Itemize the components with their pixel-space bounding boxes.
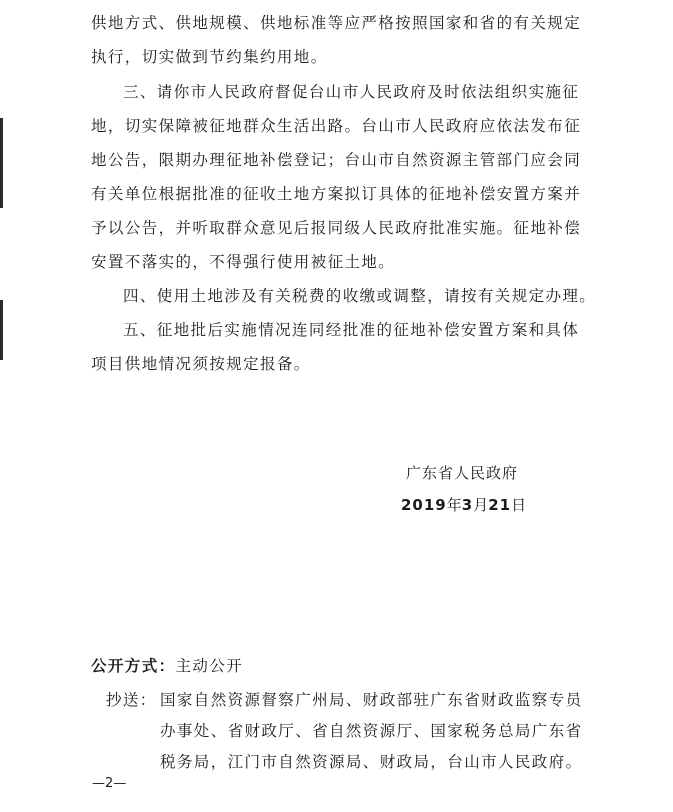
date-day: 21	[488, 496, 512, 514]
cc-line: 税务局，江门市自然资源局、财政局，台山市人民政府。	[160, 753, 583, 771]
cc-label: 抄送：	[106, 691, 157, 709]
date-month-unit: 月	[473, 496, 489, 514]
body-line: 四、使用土地涉及有关税费的收缴或调整，请按有关规定办理。	[123, 287, 597, 305]
body-line: 三、请你市人民政府督促台山市人民政府及时依法组织实施征	[123, 83, 580, 101]
disclosure-label: 公开方式：	[91, 657, 176, 675]
body-line: 有关单位根据批准的征收土地方案拟订具体的征地补偿安置方案并	[91, 185, 582, 203]
disclosure-value: 主动公开	[175, 657, 244, 675]
signature-org: 广东省人民政府	[406, 464, 519, 482]
body-line: 项目供地情况须按规定报备。	[91, 355, 311, 373]
signature-date	[401, 494, 526, 515]
cc-line: 办事处、省财政厅、省自然资源厅、国家税务总局广东省	[160, 722, 583, 740]
cc-line: 国家自然资源督察广州局、财政部驻广东省财政监察专员	[160, 691, 583, 709]
date-day-unit: 日	[511, 496, 527, 514]
page-number: —2—	[92, 776, 127, 791]
scan-edge-mark	[0, 118, 3, 208]
date-year-unit: 年	[446, 496, 462, 514]
body-line: 安置不落实的，不得强行使用被征土地。	[91, 253, 396, 271]
body-line: 地公告，限期办理征地补偿登记；台山市自然资源主管部门应会同	[91, 151, 582, 169]
body-line: 供地方式、供地规模、供地标准等应严格按照国家和省的有关规定	[91, 14, 582, 32]
body-line: 执行，切实做到节约集约用地。	[91, 48, 328, 66]
date-month: 3	[461, 496, 474, 514]
body-line: 五、征地批后实施情况连同经批准的征地补偿安置方案和具体	[123, 321, 580, 339]
disclosure-row	[91, 654, 243, 676]
scan-edge-mark	[0, 300, 3, 360]
body-line: 地，切实保障被征地群众生活出路。台山市人民政府应依法发布征	[91, 117, 582, 135]
body-line: 予以公告，并听取群众意见后报同级人民政府批准实施。征地补偿	[91, 219, 582, 237]
date-year: 2019	[401, 496, 447, 514]
